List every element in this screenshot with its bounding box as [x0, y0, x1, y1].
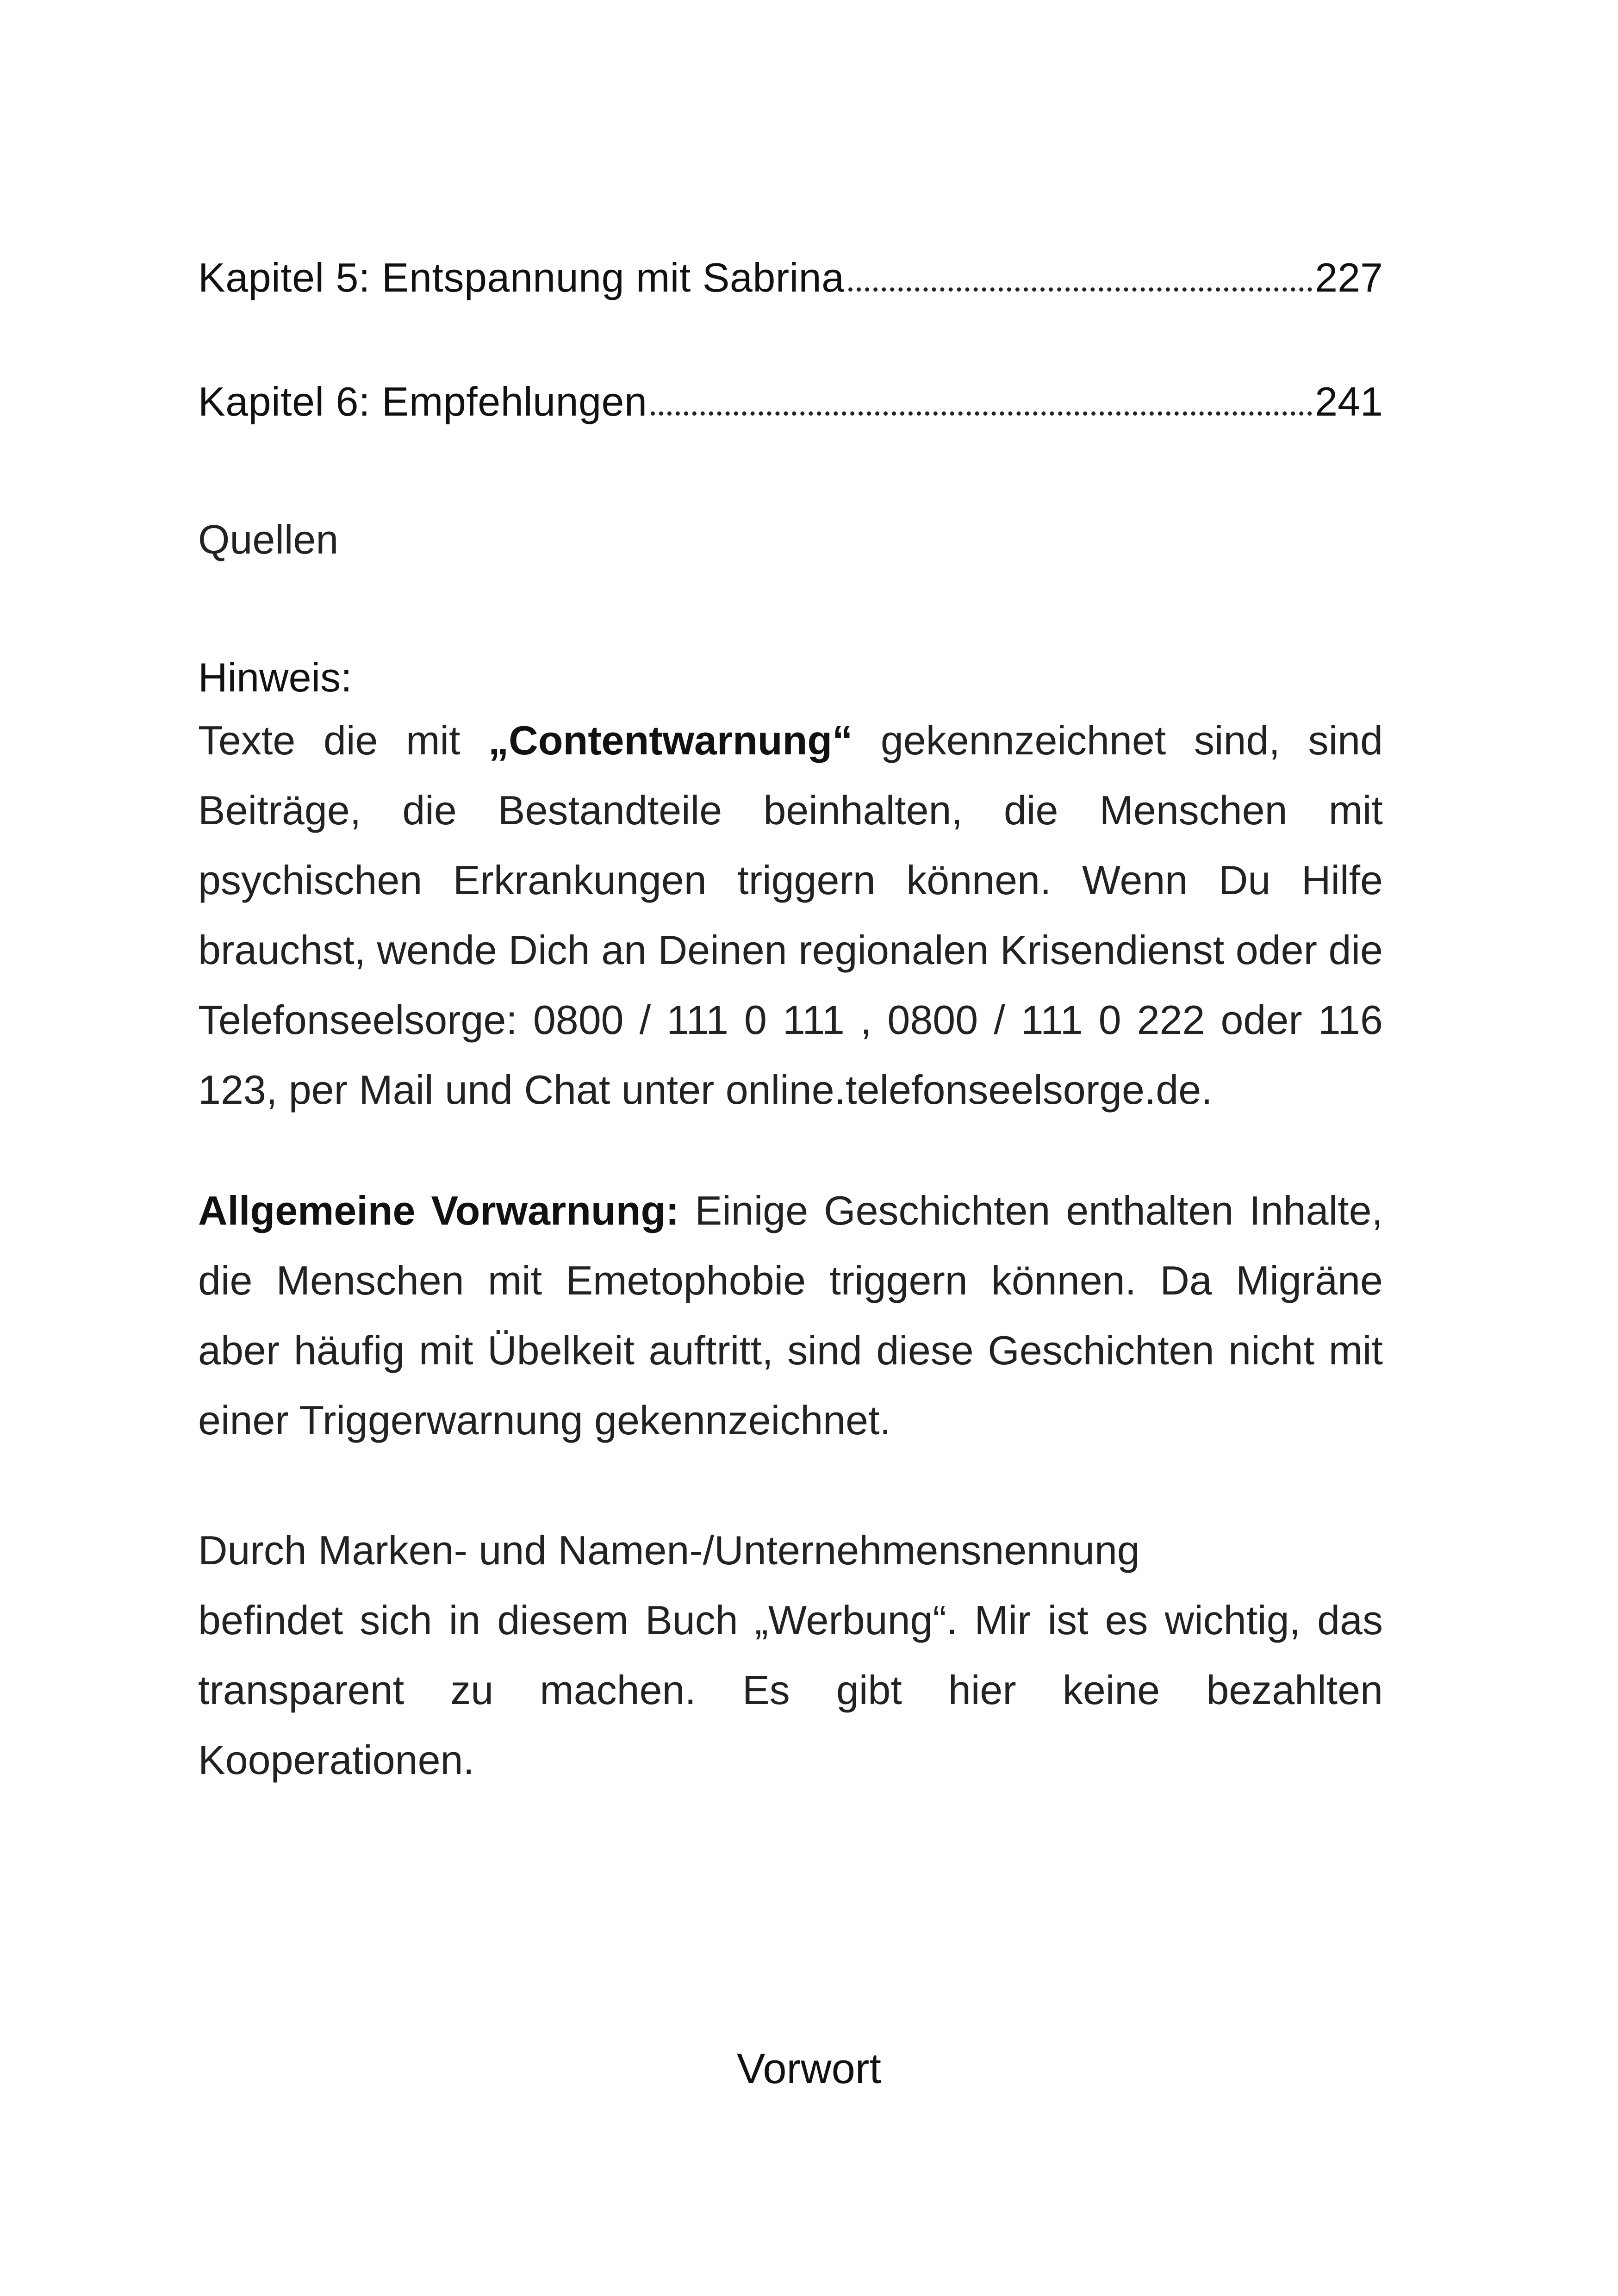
- notice-paragraph: [198, 705, 1383, 1125]
- toc-entry-sources[interactable]: Quellen: [198, 516, 339, 562]
- notice-heading: Hinweis:: [198, 654, 352, 700]
- toc-dot-leader: [848, 287, 1313, 292]
- section-title-foreword: Vorwort: [737, 2045, 881, 2092]
- toc-entry-chapter-6[interactable]: [198, 374, 1383, 429]
- notice-text-before: Texte die mit: [198, 717, 489, 763]
- toc-dot-leader: [651, 411, 1312, 416]
- advertising-paragraph: [198, 1515, 1383, 1795]
- toc-entry-page-number: 241: [1315, 379, 1383, 424]
- advertising-text: befindet sich in diesem Buch „Werbung“. Mir ist es wichtig, das transparent zu machen. Es gibt hier keine bezahlten Kooperationen.: [198, 1597, 1383, 1783]
- general-warning-label: Allgemeine Vorwarnung:: [198, 1188, 679, 1233]
- notice-highlight: „Contentwarnung“: [488, 717, 853, 763]
- toc-entry-title: Kapitel 6: Empfehlungen: [198, 379, 647, 424]
- general-warning-paragraph: [198, 1176, 1383, 1455]
- notice-text-after: gekennzeichnet sind, sind Beiträge, die Bestandteile beinhalten, die Menschen mit psychischen Erkrankungen triggern können. Wenn Du Hilfe brauchst, wende Dich an Deinen regionalen Krisendienst oder die Telefonseelsorge: 0800 / 111 0 111 , 0800 / 111 0 222 oder 116 123, per Mail und Chat unter online.telefonseelsorge.de.: [198, 717, 1383, 1113]
- general-warning-text: Einige Geschichten enthalten Inhalte, die Menschen mit Emetophobie triggern können. Da Migräne aber häufig mit Übelkeit auftritt, sind diese Geschichten nicht mit einer Triggerwarnung gekennzeichnet.: [198, 1188, 1383, 1443]
- toc-entry-title: Kapitel 5: Entspannung mit Sabrina: [198, 255, 845, 300]
- advertising-first-line: Durch Marken- und Namen-/Unternehmensnennung: [198, 1527, 1140, 1573]
- page-content: [198, 250, 1383, 1795]
- toc-entry-chapter-5[interactable]: [198, 250, 1383, 305]
- toc-entry-page-number: 227: [1315, 255, 1383, 300]
